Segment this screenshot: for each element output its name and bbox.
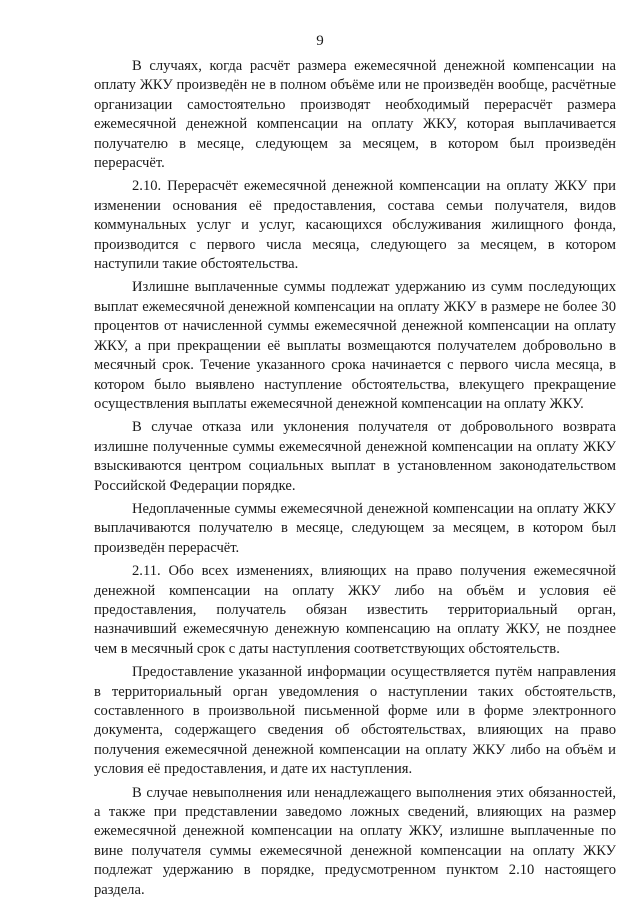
paragraph-recalculation-cases: В случаях, когда расчёт размера ежемесячной денежной компенсации на оплату ЖКУ произведён не в полном объёме или не произведён вообще, расчётные организации самостоятельно производят необходимый перерасчёт размера ежемесячной денежной компенсации на оплату ЖКУ, которая выплачивается получателю в месяце, следующем за месяцем, в котором был произведён перерасчёт.	[94, 58, 616, 172]
paragraph-overpaid-sums: Излишне выплаченные суммы подлежат удержанию из сумм последующих выплат ежемесячной денежной компенсации на оплату ЖКУ в размере не более 30 процентов от начисленной суммы ежемесячной денежной компенсации на оплату ЖКУ, а при прекращении её выплаты возмещаются получателем добровольно в месячный срок. Течение указанного срока начинается с первого числа месяца, в котором было выявлено наступление обстоятельства, влекущего прекращение осуществления выплаты ежемесячной денежной компенсации на оплату ЖКУ.	[94, 279, 616, 412]
paragraph-2-10: 2.10. Перерасчёт ежемесячной денежной компенсации на оплату ЖКУ при изменении основания её предоставления, состава семьи получателя, видов коммунальных услуг и услуг, касающихся обслуживания жилищного фонда, производится с первого числа месяца, следующего за месяцем, в котором наступили такие обстоятельства.	[94, 178, 616, 273]
paragraph-2-11: 2.11. Обо всех изменениях, влияющих на право получения ежемесячной денежной компенсации на оплату ЖКУ либо на объём и условия её предоставления, получатель обязан известить территориальный орган, назначивший ежемесячную денежную компенсацию на оплату ЖКУ, не позднее чем в месячный срок с даты наступления соответствующих обстоятельств.	[94, 563, 616, 657]
page-number: 9	[316, 33, 324, 49]
paragraph-underpaid-sums: Недоплаченные суммы ежемесячной денежной компенсации на оплату ЖКУ выплачиваются получателю в месяце, следующем за месяцем, в котором был произведён перерасчёт.	[94, 500, 616, 556]
paragraph-refusal-refund: В случае отказа или уклонения получателя от добровольного возврата излишне полученные суммы ежемесячной денежной компенсации на оплату ЖКУ взыскиваются центром социальных выплат в установленном законодательством Российской Федерации порядке.	[94, 419, 616, 494]
document-body	[94, 57, 616, 904]
paragraph-notification: Предоставление указанной информации осуществляется путём направления в территориальный орган уведомления о наступлении таких обстоятельств, составленного в произвольной письменной форме или в форме электронного документа, содержащего сведения об обстоятельствах, влияющих на право получения ежемесячной денежной компенсации на оплату ЖКУ либо на объём и условия её предоставления, и дате их наступления.	[94, 664, 616, 778]
paragraph-non-fulfillment: В случае невыполнения или ненадлежащего выполнения этих обязанностей, а также при представлении заведомо ложных сведений, влияющих на размер ежемесячной денежной компенсации на оплату ЖКУ, излишне выплаченные по вине получателя суммы ежемесячной денежной компенсации на оплату ЖКУ подлежат удержанию в порядке, предусмотренном пунктом 2.10 настоящего раздела.	[94, 784, 616, 898]
